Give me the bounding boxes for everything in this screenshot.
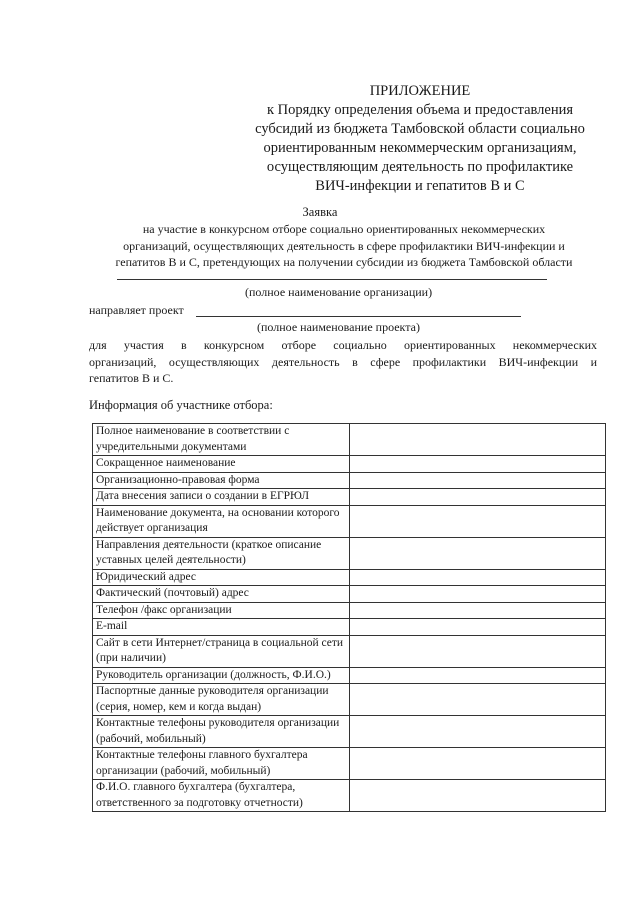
sends-project-label: направляет проект xyxy=(89,303,184,317)
row-value-field[interactable] xyxy=(349,456,605,473)
table-row xyxy=(93,586,606,603)
appendix-header xyxy=(225,82,615,196)
row-value-field[interactable] xyxy=(349,748,605,780)
project-name-caption: (полное наименование проекта) xyxy=(257,320,420,334)
row-label: Полное наименование в соответствии с учредительными документами xyxy=(93,424,350,456)
row-value-field[interactable] xyxy=(349,537,605,569)
row-label: Наименование документа, на основании которого действует организация xyxy=(93,505,350,537)
org-name-line xyxy=(117,279,547,280)
row-label: Юридический адрес xyxy=(93,569,350,586)
table-row xyxy=(93,748,606,780)
row-value-field[interactable] xyxy=(349,619,605,636)
table-row xyxy=(93,667,606,684)
row-value-field[interactable] xyxy=(349,505,605,537)
table-row xyxy=(93,472,606,489)
row-label: Фактический (почтовый) адрес xyxy=(93,586,350,603)
table-row xyxy=(93,424,606,456)
table-row xyxy=(93,505,606,537)
project-name-line xyxy=(196,316,521,317)
request-subtitle-line: организаций, осуществляющих деятельность в сфере профилактики ВИЧ-инфекции и xyxy=(123,238,565,253)
row-value-field[interactable] xyxy=(349,424,605,456)
table-row xyxy=(93,569,606,586)
appendix-line: субсидий из бюджета Тамбовской области социально xyxy=(255,121,585,137)
purpose-line: организаций, осуществляющих деятельность в сфере профилактики ВИЧ-инфекции и xyxy=(89,354,597,369)
row-label: Телефон /факс организации xyxy=(93,602,350,619)
participant-info-label: Информация об участнике отбора: xyxy=(89,398,273,412)
table-row xyxy=(93,780,606,812)
appendix-line: ВИЧ-инфекции и гепатитов В и С xyxy=(315,178,525,194)
row-label: Ф.И.О. главного бухгалтера (бухгалтера, ответственного за подготовку отчетности) xyxy=(93,780,350,812)
row-value-field[interactable] xyxy=(349,489,605,506)
row-label: Контактные телефоны руководителя организации (рабочий, мобильный) xyxy=(93,716,350,748)
appendix-title: ПРИЛОЖЕНИЕ xyxy=(369,83,471,99)
row-label: Руководитель организации (должность, Ф.И.О.) xyxy=(93,667,350,684)
row-label: Сокращенное наименование xyxy=(93,456,350,473)
appendix-line: к Порядку определения объема и предоставления xyxy=(266,102,574,118)
request-subtitle-line: гепатитов В и С, претендующих на получении субсидии из бюджета Тамбовской области xyxy=(115,255,573,269)
row-label: E-mail xyxy=(93,619,350,636)
request-title: Заявка xyxy=(302,205,338,219)
table-row xyxy=(93,489,606,506)
row-value-field[interactable] xyxy=(349,586,605,603)
appendix-line: ориентированным некоммерческим организациям, xyxy=(263,140,577,156)
table-row xyxy=(93,619,606,636)
row-value-field[interactable] xyxy=(349,569,605,586)
purpose-line: гепатитов В и С. xyxy=(89,371,174,385)
row-label: Направления деятельности (краткое описание уставных целей деятельности) xyxy=(93,537,350,569)
row-value-field[interactable] xyxy=(349,667,605,684)
participant-info-table xyxy=(92,423,606,812)
purpose-paragraph xyxy=(89,337,597,387)
org-name-caption: (полное наименование организации) xyxy=(245,285,433,299)
row-label: Паспортные данные руководителя организации (серия, номер, кем и когда выдан) xyxy=(93,684,350,716)
request-subtitle xyxy=(88,221,600,271)
table-row xyxy=(93,602,606,619)
table-row xyxy=(93,456,606,473)
row-value-field[interactable] xyxy=(349,472,605,489)
table-row xyxy=(93,716,606,748)
row-label: Организационно-правовая форма xyxy=(93,472,350,489)
row-value-field[interactable] xyxy=(349,602,605,619)
row-label: Контактные телефоны главного бухгалтера организации (рабочий, мобильный) xyxy=(93,748,350,780)
row-value-field[interactable] xyxy=(349,684,605,716)
row-label: Дата внесения записи о создании в ЕГРЮЛ xyxy=(93,489,350,506)
table-row xyxy=(93,684,606,716)
purpose-line: для участия в конкурсном отборе социально ориентированных некоммерческих xyxy=(89,338,597,352)
appendix-line: осуществляющим деятельность по профилактике xyxy=(266,159,574,175)
table-row xyxy=(93,537,606,569)
request-subtitle-line: на участие в конкурсном отборе социально ориентированных некоммерческих xyxy=(142,222,546,236)
table-row xyxy=(93,635,606,667)
row-value-field[interactable] xyxy=(349,716,605,748)
row-value-field[interactable] xyxy=(349,780,605,812)
row-value-field[interactable] xyxy=(349,635,605,667)
row-label: Сайт в сети Интернет/страница в социальной сети (при наличии) xyxy=(93,635,350,667)
